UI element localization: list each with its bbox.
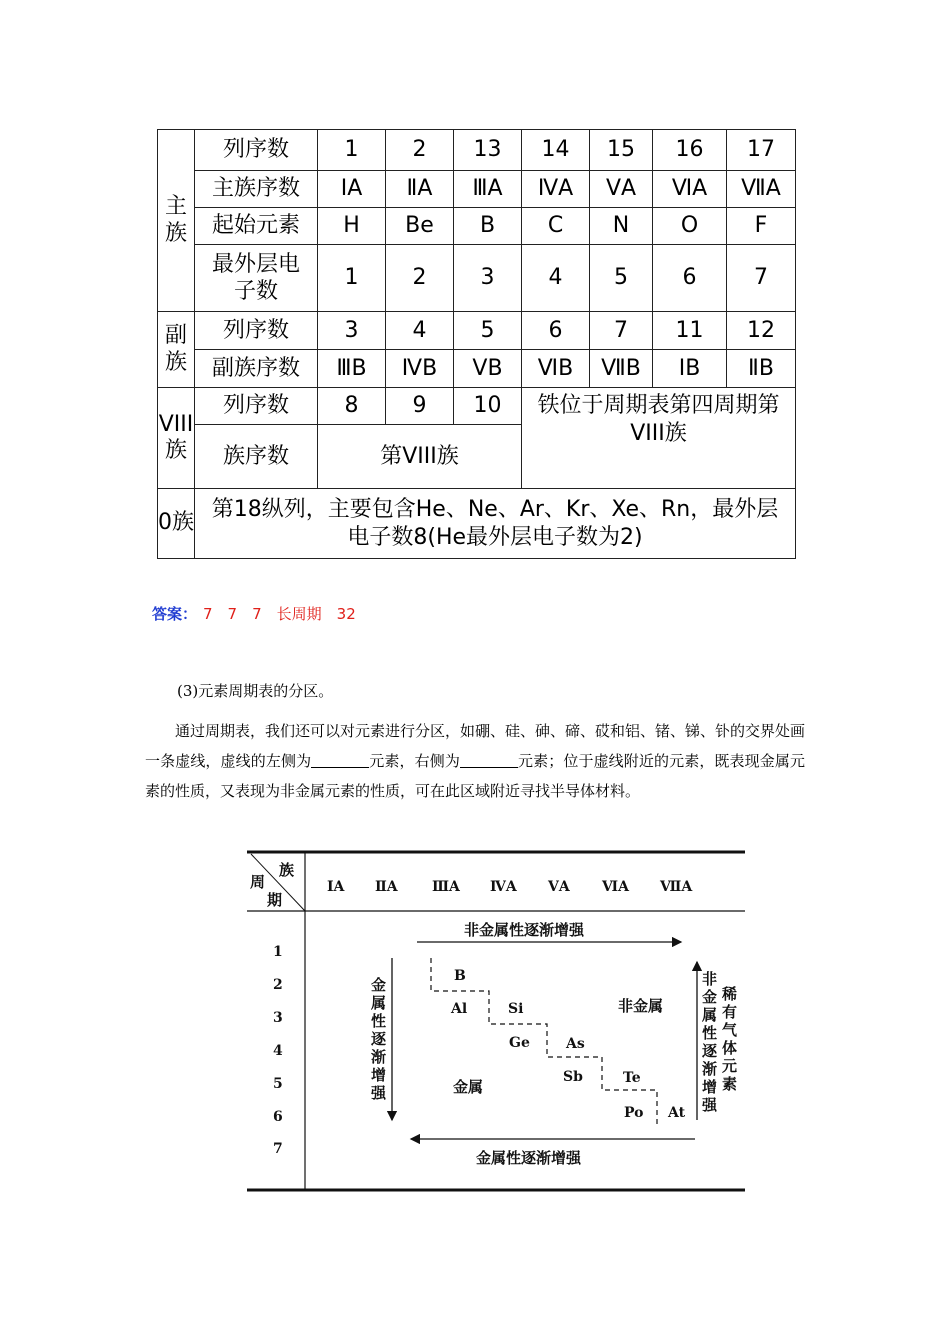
table-cell: F <box>727 208 796 245</box>
table-cell: H <box>318 208 386 245</box>
group-header: ⅤA <box>548 879 570 895</box>
group-header: ⅡA <box>375 879 398 895</box>
partition-figure <box>247 850 745 1192</box>
zero-group-description: 第18纵列，主要包含He、Ne、Ar、Kr、Xe、Rn，最外层电子数8(He最外层电子数为2) <box>195 489 796 559</box>
top-arrow-label: 非金属性逐渐增强 <box>464 921 585 939</box>
period-number: 2 <box>273 977 283 993</box>
element-Sb: Sb <box>563 1069 583 1085</box>
table-cell: 5 <box>590 245 653 312</box>
table-cell: ⅣA <box>522 171 590 208</box>
bottom-arrow-label: 金属性逐渐增强 <box>476 1149 582 1167</box>
row-label: 主族序数 <box>195 171 318 208</box>
table-cell: 13 <box>454 130 522 171</box>
section-heading: (3)元素周期表的分区。 <box>177 682 334 700</box>
period-number: 1 <box>273 944 283 960</box>
table-cell: 16 <box>653 130 727 171</box>
element-B: B <box>454 968 466 984</box>
period-number: 3 <box>273 1010 283 1026</box>
element-At: At <box>668 1105 686 1121</box>
table-cell: ⅣB <box>386 350 454 388</box>
metal-region-label: 金属 <box>453 1078 484 1096</box>
table-cell: ⅦA <box>727 171 796 208</box>
table-cell: B <box>454 208 522 245</box>
answer-line <box>152 603 356 624</box>
table-cell: ⅥB <box>522 350 590 388</box>
element-Si: Si <box>508 1001 524 1017</box>
left-arrow-label: 金属性逐渐增强 <box>371 976 387 1102</box>
corner-group-label: 族 <box>279 861 295 879</box>
group-header: ⅠA <box>327 879 345 895</box>
row-label: 副族序数 <box>195 350 318 388</box>
table-cell: C <box>522 208 590 245</box>
element-As: As <box>566 1036 585 1052</box>
table-cell: ⅢB <box>318 350 386 388</box>
paragraph-part-2: 元素，右侧为 <box>369 752 460 770</box>
group-table <box>157 129 796 559</box>
table-cell: ⅠA <box>318 171 386 208</box>
period-number: 6 <box>273 1109 283 1125</box>
table-cell: ⅢA <box>454 171 522 208</box>
table-cell: 3 <box>318 312 386 350</box>
table-cell: 9 <box>386 388 454 425</box>
nonmetal-region-label: 非金属 <box>618 997 664 1015</box>
table-cell: 10 <box>454 388 522 425</box>
table-cell: ⅥA <box>653 171 727 208</box>
group-header: ⅥA <box>602 879 629 895</box>
noble-gas-label: 稀有气体元素 <box>722 985 738 1093</box>
table-cell: 14 <box>522 130 590 171</box>
element-Al: Al <box>451 1001 468 1017</box>
table-cell: 4 <box>522 245 590 312</box>
period-number: 4 <box>273 1043 283 1059</box>
table-cell: 8 <box>318 388 386 425</box>
row-label: 列序数 <box>195 388 318 425</box>
element-Po: Po <box>624 1105 644 1121</box>
right-arrow-label: 非金属性逐渐增强 <box>702 970 718 1114</box>
table-cell: ⅡA <box>386 171 454 208</box>
table-cell: 17 <box>727 130 796 171</box>
group-header: ⅣA <box>490 879 517 895</box>
table-cell: ⅦB <box>590 350 653 388</box>
group-header: ⅢA <box>432 879 460 895</box>
table-cell: ⅠB <box>653 350 727 388</box>
row-label: 族序数 <box>195 425 318 489</box>
row-label: 列序数 <box>195 312 318 350</box>
table-cell: 1 <box>318 245 386 312</box>
table-cell: N <box>590 208 653 245</box>
table-cell: ⅤA <box>590 171 653 208</box>
row-label: 列序数 <box>195 130 318 171</box>
table-cell: 5 <box>454 312 522 350</box>
viii-group-category: VIII族 <box>158 388 195 489</box>
paragraph-part-1: 通过周期表，我们还可以对元素进行分区，如硼、硅、砷、碲、砹和铝、锗、锑、钋的交界处画一条虚线，虚线的左侧为 <box>145 722 806 770</box>
table-cell: 4 <box>386 312 454 350</box>
table-cell: 15 <box>590 130 653 171</box>
partition-diagram <box>247 850 745 1192</box>
table-cell: 7 <box>727 245 796 312</box>
table-cell: 6 <box>522 312 590 350</box>
answer-label: 答案： <box>152 605 198 623</box>
table-cell: 3 <box>454 245 522 312</box>
paragraph-part-3: 元素；位于虚线附近的元素，既表现金属元素的性质，又表现为非金属元素的性质，可在此区域附近寻找半导体材料。 <box>145 752 805 800</box>
table-cell: 12 <box>727 312 796 350</box>
table-cell: 11 <box>653 312 727 350</box>
section-paragraph <box>145 716 805 806</box>
row-label: 最外层电子数 <box>195 245 318 312</box>
table-cell: 6 <box>653 245 727 312</box>
zero-group-category: 0族 <box>158 489 195 559</box>
element-Ge: Ge <box>509 1035 530 1051</box>
table-cell: O <box>653 208 727 245</box>
table-cell: 2 <box>386 130 454 171</box>
table-cell: ⅡB <box>727 350 796 388</box>
table-cell: Be <box>386 208 454 245</box>
table-cell: 7 <box>590 312 653 350</box>
table-cell: 2 <box>386 245 454 312</box>
blank-1 <box>311 752 369 768</box>
blank-2 <box>460 752 518 768</box>
corner-period-label-2: 期 <box>267 891 283 909</box>
viii-group-value: 第VIII族 <box>318 425 522 489</box>
row-label: 起始元素 <box>195 208 318 245</box>
table-cell: ⅤB <box>454 350 522 388</box>
corner-period-label-1: 周 <box>250 873 266 891</box>
table-cell: 1 <box>318 130 386 171</box>
group-header: ⅦA <box>660 879 693 895</box>
answer-value: 7 7 7 长周期 32 <box>203 605 356 623</box>
period-number: 7 <box>273 1141 283 1157</box>
period-number: 5 <box>273 1076 283 1092</box>
main-group-category: 主族 <box>158 130 195 312</box>
element-Te: Te <box>623 1070 641 1086</box>
iron-note: 铁位于周期表第四周期第VIII族 <box>522 388 796 489</box>
sub-group-category: 副族 <box>158 312 195 388</box>
